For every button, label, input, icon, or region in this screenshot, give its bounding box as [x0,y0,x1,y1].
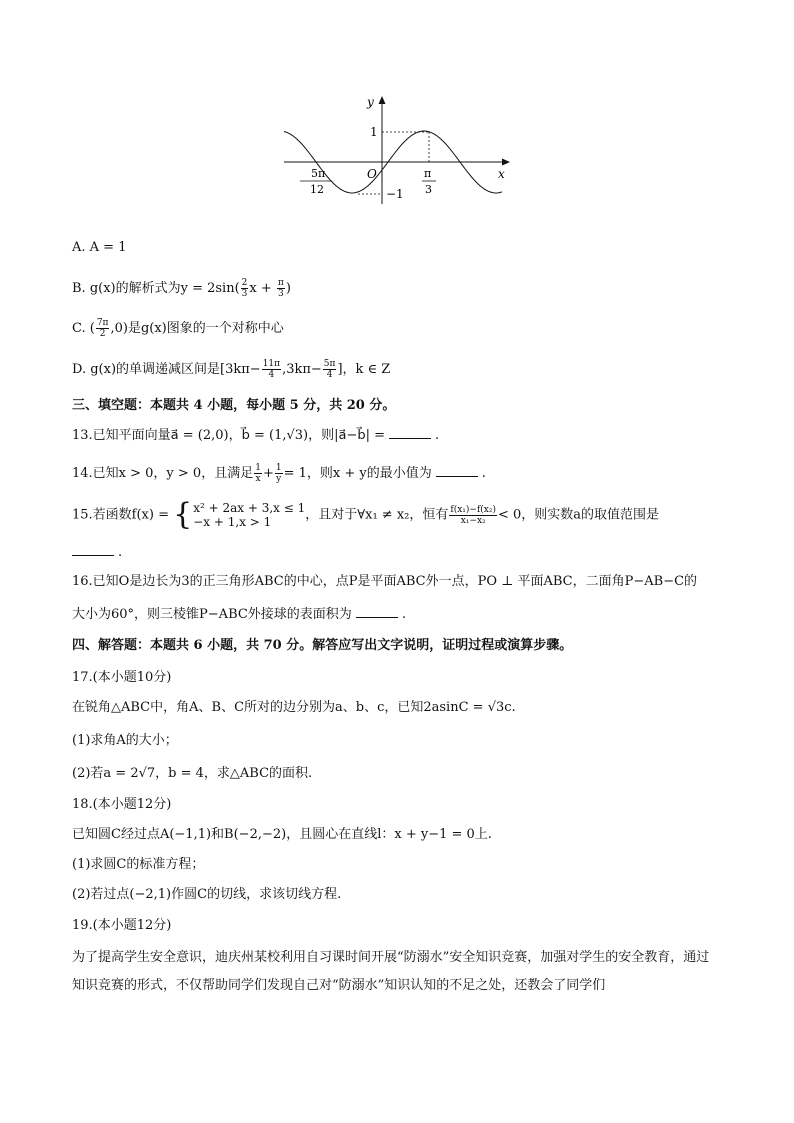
q13-answer-blank[interactable] [389,426,431,439]
frac-den: 2 [99,329,106,339]
question-13 [72,426,752,446]
frac-den: x₁−x₂ [460,515,486,526]
q18-part-2: (2)若过点(−2,1)作圆C的切线，求该切线方程. [72,887,342,902]
q18-heading: 18.(本小题12分) [72,797,172,812]
q13-text: 13.已知平面向量a⃗ = (2,0)，b⃗ = (1,√3)，则|a⃗−b⃗| = [72,428,386,443]
q17-heading: 17.(本小题10分) [72,670,172,685]
option-a: A. A = 1 [72,240,127,255]
q13-suffix: . [435,428,440,443]
q19-heading: 19.(本小题12分) [72,918,172,933]
option-b [72,278,752,299]
option-b-mid: x + [249,281,276,296]
frac-den: x [255,474,261,484]
question-15-line-2 [72,543,752,563]
min-value-label: −1 [386,187,404,201]
q17-stem: 在锐角△ABC中，角A、B、C所对的边分别为a、b、c，已知2asinC = √3c. [72,700,516,715]
q16-text: 大小为60°，则三棱锥P−ABC外接球的表面积为 [72,607,352,622]
q14-plus: + [262,466,274,481]
frac-den: 3 [278,289,284,299]
q15-fraction [449,505,497,526]
option-b-fraction-1 [241,278,249,299]
section-4-heading: 四、解答题：本题共 6 小题，共 70 分。解答应写出文字说明，证明过程或演算步骤。 [72,638,573,653]
option-d [72,359,752,380]
option-b-prefix: B. g(x)的解析式为y = 2sin( [72,281,240,296]
q15-end: . [118,545,123,560]
max-value-label: 1 [370,125,378,139]
q15-answer-blank[interactable] [72,543,114,556]
q14-fraction-2 [275,463,283,484]
question-16-line-1: 16.已知O是边长为3的正三角形ABC的中心，点P是平面ABC外一点，PO ⊥ 平面ABC，二面角P−AB−C的 [72,574,698,589]
option-c [72,318,752,339]
x-axis-label: x [498,167,505,181]
left-zero-numerator: 5π [311,167,326,180]
option-b-fraction-2 [277,278,285,299]
question-16-line-2 [72,605,752,625]
option-d-fraction-1 [262,359,281,380]
option-d-mid: ,3kπ− [282,362,322,377]
option-c-suffix: ,0)是g(x)图象的一个对称中心 [110,321,284,336]
q14-answer-blank[interactable] [436,464,478,477]
option-d-prefix: D. g(x)的单调递减区间是[3kπ− [72,362,261,377]
frac-den: 4 [326,370,333,380]
q15-piecewise [173,497,306,532]
q16-suffix: . [401,607,406,622]
y-axis-arrow [379,96,386,104]
left-zero-denominator: 12 [310,183,324,196]
q17-part-2: (2)若a = 2√7，b = 4，求△ABC的面积. [72,766,313,781]
origin-label: O [367,167,377,181]
q15-suffix: < 0，则实数a的取值范围是 [498,507,660,523]
option-d-suffix: ]，k ∈ Z [337,362,391,377]
section-3-heading: 三、填空题：本题共 4 小题，每小题 5 分，共 20 分。 [72,398,396,413]
frac-den: 4 [268,370,275,380]
q14-suffix: . [481,466,486,481]
q14-mid: = 1，则x + y的最小值为 [283,466,432,481]
frac-num: 2 [241,278,248,288]
q15-prefix: 15.若函数f(x) = [72,507,169,523]
option-c-prefix: C. ( [72,321,95,336]
q16-answer-blank[interactable] [356,605,398,618]
x-axis-arrow [502,159,510,166]
option-b-suffix: ) [285,281,291,296]
frac-num: f(x₁)−f(x₂) [450,504,496,515]
frac-num: π [277,278,284,288]
question-15 [72,497,752,532]
q15-case-1: x² + 2ax + 3,x ≤ 1 [193,501,306,515]
peak-x-denominator: 3 [425,183,432,196]
frac-num: 11π [262,359,281,369]
frac-num: 5π [323,359,336,369]
q18-part-1: (1)求圆C的标准方程； [72,857,205,872]
q14-prefix: 14.已知x > 0，y > 0，且满足 [72,466,254,481]
q14-fraction-1 [254,463,262,484]
frac-num: 1 [255,463,261,473]
frac-num: 7π [96,318,109,328]
brace-glyph: { [173,497,193,532]
peak-x-numerator: π [424,167,432,180]
q15-case-2: −x + 1,x > 1 [193,515,272,529]
question-14 [72,463,752,484]
q15-mid: ，且对于∀x₁ ≠ x₂，恒有 [305,507,449,523]
sine-graph-figure [270,92,520,207]
q18-stem: 已知圆C经过点A(−1,1)和B(−2,−2)，且圆心在直线l：x + y−1 = 0上. [72,827,492,842]
option-c-fraction [96,318,110,339]
y-axis-label: y [367,95,374,109]
frac-num: 1 [275,463,282,473]
frac-den: 3 [241,289,248,299]
frac-den: y [276,474,282,484]
q17-part-1: (1)求角A的大小； [72,733,178,748]
option-d-fraction-2 [323,359,337,380]
q19-stem: 为了提高学生安全意识，迪庆州某校利用自习课时间开展“防溺水”安全知识竞赛，加强对学生的安全教育，通过知识竞赛的形式，不仅帮助同学们发现自己对“防溺水”知识认知的不足之处，还教会了同学们 [72,950,710,993]
